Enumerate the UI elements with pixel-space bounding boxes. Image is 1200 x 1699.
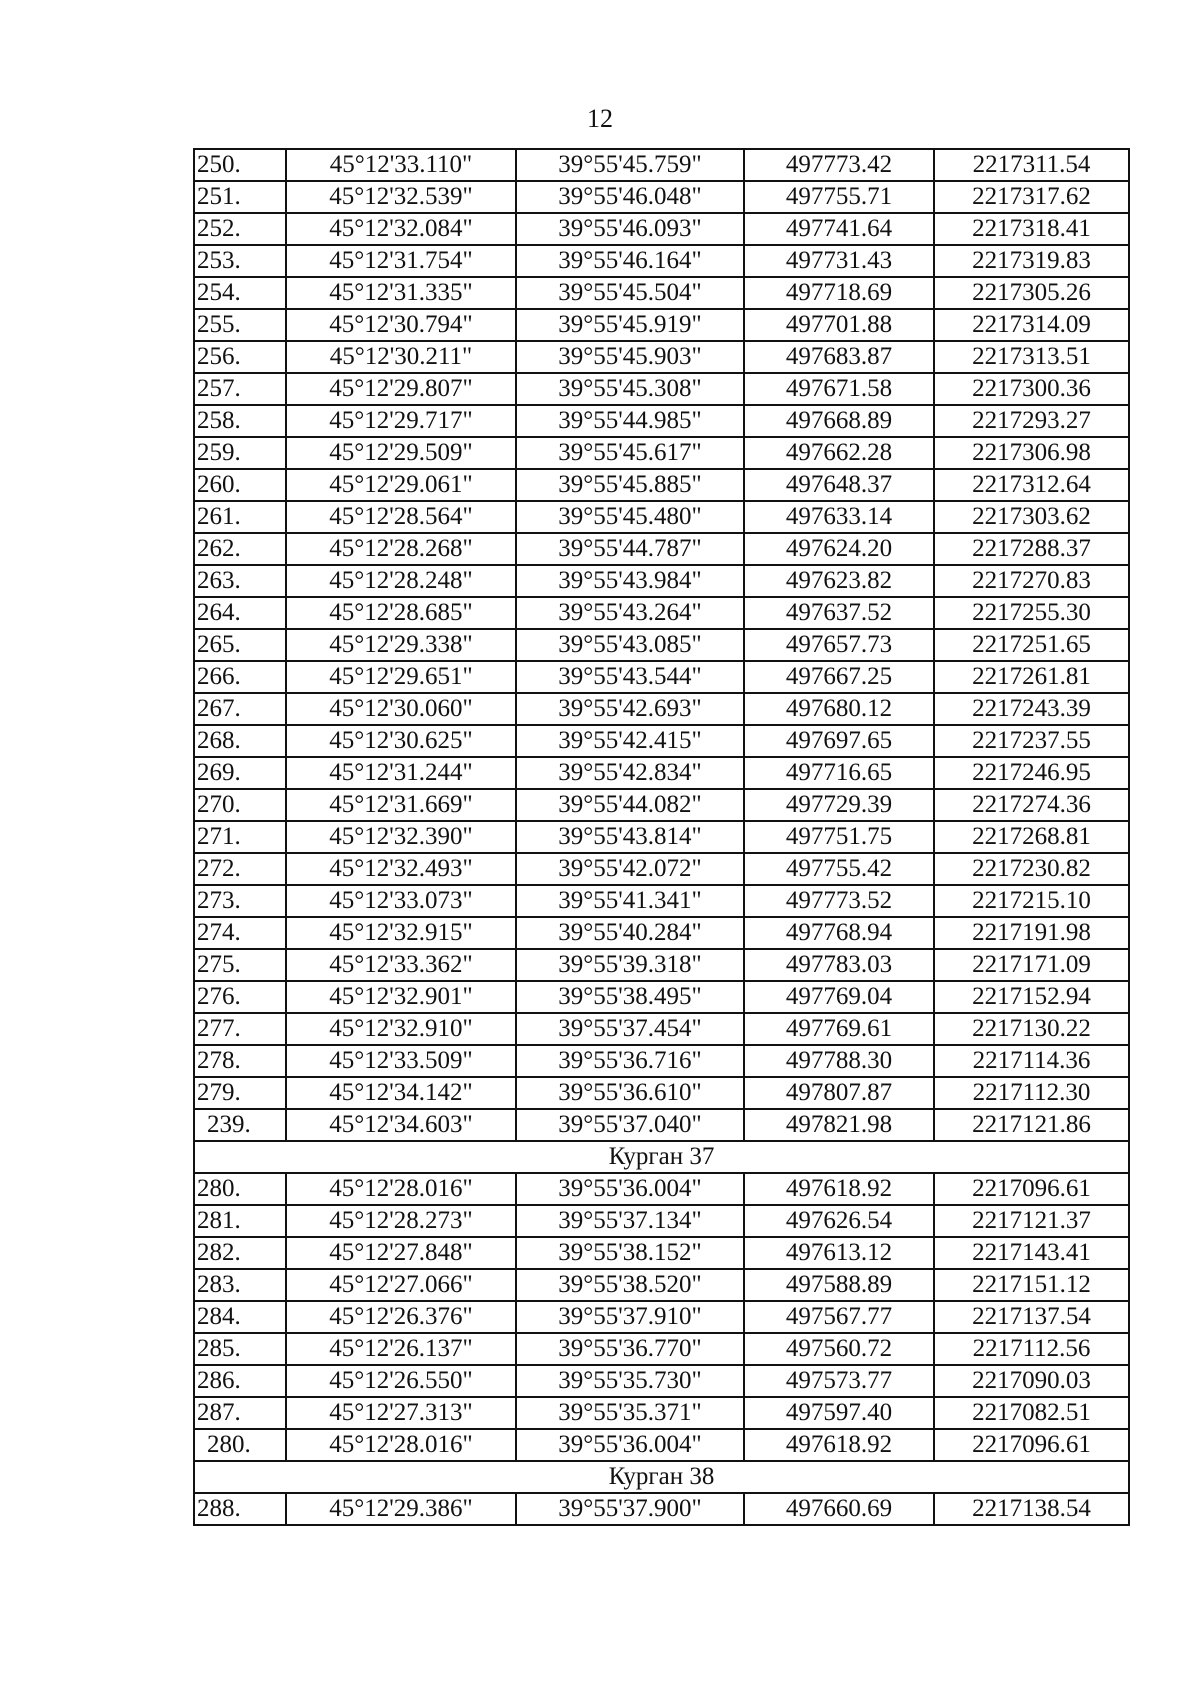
- latitude-cell: 45°12'32.915": [286, 917, 516, 949]
- y-coordinate-cell: 2217300.36: [934, 373, 1129, 405]
- point-number-cell: 276.: [194, 981, 286, 1013]
- point-number-cell: 257.: [194, 373, 286, 405]
- y-coordinate-cell: 2217268.81: [934, 821, 1129, 853]
- x-coordinate-cell: 497662.28: [744, 437, 934, 469]
- y-coordinate-cell: 2217171.09: [934, 949, 1129, 981]
- x-coordinate-cell: 497623.82: [744, 565, 934, 597]
- latitude-cell: 45°12'26.376": [286, 1301, 516, 1333]
- point-number-cell: 280.: [194, 1429, 286, 1461]
- latitude-cell: 45°12'29.338": [286, 629, 516, 661]
- point-number-cell: 261.: [194, 501, 286, 533]
- y-coordinate-cell: 2217191.98: [934, 917, 1129, 949]
- x-coordinate-cell: 497624.20: [744, 533, 934, 565]
- point-number-cell: 252.: [194, 213, 286, 245]
- y-coordinate-cell: 2217246.95: [934, 757, 1129, 789]
- latitude-cell: 45°12'29.386": [286, 1493, 516, 1525]
- table-row: [194, 1301, 1129, 1333]
- y-coordinate-cell: 2217121.86: [934, 1109, 1129, 1141]
- latitude-cell: 45°12'30.060": [286, 693, 516, 725]
- point-number-cell: 286.: [194, 1365, 286, 1397]
- table-row: [194, 1493, 1129, 1525]
- point-number-cell: 279.: [194, 1077, 286, 1109]
- longitude-cell: 39°55'37.900": [516, 1493, 744, 1525]
- longitude-cell: 39°55'40.284": [516, 917, 744, 949]
- y-coordinate-cell: 2217121.37: [934, 1205, 1129, 1237]
- table-row: [194, 1109, 1129, 1141]
- latitude-cell: 45°12'31.244": [286, 757, 516, 789]
- x-coordinate-cell: 497769.61: [744, 1013, 934, 1045]
- x-coordinate-cell: 497618.92: [744, 1429, 934, 1461]
- y-coordinate-cell: 2217151.12: [934, 1269, 1129, 1301]
- y-coordinate-cell: 2217137.54: [934, 1301, 1129, 1333]
- point-number-cell: 274.: [194, 917, 286, 949]
- y-coordinate-cell: 2217114.36: [934, 1045, 1129, 1077]
- point-number-cell: 250.: [194, 149, 286, 181]
- latitude-cell: 45°12'33.509": [286, 1045, 516, 1077]
- y-coordinate-cell: 2217255.30: [934, 597, 1129, 629]
- x-coordinate-cell: 497567.77: [744, 1301, 934, 1333]
- table-row: [194, 309, 1129, 341]
- point-number-cell: 272.: [194, 853, 286, 885]
- point-number-cell: 239.: [194, 1109, 286, 1141]
- x-coordinate-cell: 497697.65: [744, 725, 934, 757]
- coordinates-table-body: [194, 149, 1129, 1525]
- latitude-cell: 45°12'32.493": [286, 853, 516, 885]
- table-row: [194, 1173, 1129, 1205]
- x-coordinate-cell: 497718.69: [744, 277, 934, 309]
- longitude-cell: 39°55'45.759": [516, 149, 744, 181]
- longitude-cell: 39°55'35.371": [516, 1397, 744, 1429]
- y-coordinate-cell: 2217311.54: [934, 149, 1129, 181]
- longitude-cell: 39°55'41.341": [516, 885, 744, 917]
- point-number-cell: 264.: [194, 597, 286, 629]
- y-coordinate-cell: 2217306.98: [934, 437, 1129, 469]
- y-coordinate-cell: 2217274.36: [934, 789, 1129, 821]
- y-coordinate-cell: 2217237.55: [934, 725, 1129, 757]
- x-coordinate-cell: 497573.77: [744, 1365, 934, 1397]
- y-coordinate-cell: 2217082.51: [934, 1397, 1129, 1429]
- table-row: [194, 725, 1129, 757]
- table-row: [194, 469, 1129, 501]
- point-number-cell: 270.: [194, 789, 286, 821]
- point-number-cell: 277.: [194, 1013, 286, 1045]
- point-number-cell: 256.: [194, 341, 286, 373]
- coordinates-table: [193, 148, 1130, 1526]
- longitude-cell: 39°55'38.152": [516, 1237, 744, 1269]
- x-coordinate-cell: 497633.14: [744, 501, 934, 533]
- point-number-cell: 269.: [194, 757, 286, 789]
- table-row: [194, 1397, 1129, 1429]
- latitude-cell: 45°12'32.390": [286, 821, 516, 853]
- point-number-cell: 284.: [194, 1301, 286, 1333]
- x-coordinate-cell: 497701.88: [744, 309, 934, 341]
- section-header-row: [194, 1461, 1129, 1493]
- x-coordinate-cell: 497788.30: [744, 1045, 934, 1077]
- point-number-cell: 265.: [194, 629, 286, 661]
- x-coordinate-cell: 497613.12: [744, 1237, 934, 1269]
- longitude-cell: 39°55'43.984": [516, 565, 744, 597]
- table-row: [194, 1013, 1129, 1045]
- table-row: [194, 661, 1129, 693]
- y-coordinate-cell: 2217143.41: [934, 1237, 1129, 1269]
- latitude-cell: 45°12'29.061": [286, 469, 516, 501]
- latitude-cell: 45°12'33.362": [286, 949, 516, 981]
- longitude-cell: 39°55'45.885": [516, 469, 744, 501]
- y-coordinate-cell: 2217112.30: [934, 1077, 1129, 1109]
- x-coordinate-cell: 497671.58: [744, 373, 934, 405]
- table-row: [194, 565, 1129, 597]
- point-number-cell: 251.: [194, 181, 286, 213]
- x-coordinate-cell: 497597.40: [744, 1397, 934, 1429]
- y-coordinate-cell: 2217096.61: [934, 1173, 1129, 1205]
- latitude-cell: 45°12'32.910": [286, 1013, 516, 1045]
- latitude-cell: 45°12'27.313": [286, 1397, 516, 1429]
- x-coordinate-cell: 497769.04: [744, 981, 934, 1013]
- point-number-cell: 288.: [194, 1493, 286, 1525]
- point-number-cell: 266.: [194, 661, 286, 693]
- point-number-cell: 278.: [194, 1045, 286, 1077]
- table-row: [194, 373, 1129, 405]
- point-number-cell: 285.: [194, 1333, 286, 1365]
- latitude-cell: 45°12'34.142": [286, 1077, 516, 1109]
- longitude-cell: 39°55'36.610": [516, 1077, 744, 1109]
- longitude-cell: 39°55'46.048": [516, 181, 744, 213]
- x-coordinate-cell: 497560.72: [744, 1333, 934, 1365]
- x-coordinate-cell: 497637.52: [744, 597, 934, 629]
- longitude-cell: 39°55'43.264": [516, 597, 744, 629]
- longitude-cell: 39°55'35.730": [516, 1365, 744, 1397]
- section-header-row: [194, 1141, 1129, 1173]
- x-coordinate-cell: 497773.52: [744, 885, 934, 917]
- point-number-cell: 268.: [194, 725, 286, 757]
- y-coordinate-cell: 2217312.64: [934, 469, 1129, 501]
- latitude-cell: 45°12'28.016": [286, 1429, 516, 1461]
- latitude-cell: 45°12'30.794": [286, 309, 516, 341]
- latitude-cell: 45°12'31.335": [286, 277, 516, 309]
- x-coordinate-cell: 497729.39: [744, 789, 934, 821]
- y-coordinate-cell: 2217243.39: [934, 693, 1129, 725]
- point-number-cell: 260.: [194, 469, 286, 501]
- longitude-cell: 39°55'36.004": [516, 1173, 744, 1205]
- point-number-cell: 259.: [194, 437, 286, 469]
- table-row: [194, 533, 1129, 565]
- latitude-cell: 45°12'29.717": [286, 405, 516, 437]
- longitude-cell: 39°55'37.910": [516, 1301, 744, 1333]
- table-row: [194, 1429, 1129, 1461]
- x-coordinate-cell: 497668.89: [744, 405, 934, 437]
- x-coordinate-cell: 497680.12: [744, 693, 934, 725]
- y-coordinate-cell: 2217270.83: [934, 565, 1129, 597]
- x-coordinate-cell: 497588.89: [744, 1269, 934, 1301]
- y-coordinate-cell: 2217314.09: [934, 309, 1129, 341]
- longitude-cell: 39°55'45.480": [516, 501, 744, 533]
- latitude-cell: 45°12'29.807": [286, 373, 516, 405]
- longitude-cell: 39°55'44.985": [516, 405, 744, 437]
- table-row: [194, 341, 1129, 373]
- point-number-cell: 262.: [194, 533, 286, 565]
- point-number-cell: 255.: [194, 309, 286, 341]
- y-coordinate-cell: 2217305.26: [934, 277, 1129, 309]
- x-coordinate-cell: 497657.73: [744, 629, 934, 661]
- latitude-cell: 45°12'31.754": [286, 245, 516, 277]
- table-row: [194, 405, 1129, 437]
- longitude-cell: 39°55'43.814": [516, 821, 744, 853]
- latitude-cell: 45°12'33.110": [286, 149, 516, 181]
- section-title: Курган 37: [194, 1141, 1129, 1173]
- point-number-cell: 280.: [194, 1173, 286, 1205]
- table-row: [194, 213, 1129, 245]
- x-coordinate-cell: 497807.87: [744, 1077, 934, 1109]
- longitude-cell: 39°55'42.415": [516, 725, 744, 757]
- point-number-cell: 287.: [194, 1397, 286, 1429]
- x-coordinate-cell: 497716.65: [744, 757, 934, 789]
- x-coordinate-cell: 497741.64: [744, 213, 934, 245]
- y-coordinate-cell: 2217317.62: [934, 181, 1129, 213]
- latitude-cell: 45°12'26.550": [286, 1365, 516, 1397]
- longitude-cell: 39°55'45.504": [516, 277, 744, 309]
- latitude-cell: 45°12'27.066": [286, 1269, 516, 1301]
- table-row: [194, 885, 1129, 917]
- table-row: [194, 1365, 1129, 1397]
- x-coordinate-cell: 497667.25: [744, 661, 934, 693]
- table-row: [194, 757, 1129, 789]
- y-coordinate-cell: 2217319.83: [934, 245, 1129, 277]
- longitude-cell: 39°55'37.040": [516, 1109, 744, 1141]
- x-coordinate-cell: 497755.71: [744, 181, 934, 213]
- latitude-cell: 45°12'32.901": [286, 981, 516, 1013]
- longitude-cell: 39°55'42.693": [516, 693, 744, 725]
- y-coordinate-cell: 2217318.41: [934, 213, 1129, 245]
- y-coordinate-cell: 2217288.37: [934, 533, 1129, 565]
- x-coordinate-cell: 497648.37: [744, 469, 934, 501]
- table-row: [194, 1077, 1129, 1109]
- section-title: Курган 38: [194, 1461, 1129, 1493]
- table-row: [194, 501, 1129, 533]
- table-row: [194, 949, 1129, 981]
- table-row: [194, 821, 1129, 853]
- longitude-cell: 39°55'45.919": [516, 309, 744, 341]
- latitude-cell: 45°12'28.273": [286, 1205, 516, 1237]
- longitude-cell: 39°55'38.495": [516, 981, 744, 1013]
- longitude-cell: 39°55'46.164": [516, 245, 744, 277]
- latitude-cell: 45°12'30.625": [286, 725, 516, 757]
- table-row: [194, 917, 1129, 949]
- longitude-cell: 39°55'44.787": [516, 533, 744, 565]
- point-number-cell: 282.: [194, 1237, 286, 1269]
- point-number-cell: 263.: [194, 565, 286, 597]
- point-number-cell: 267.: [194, 693, 286, 725]
- x-coordinate-cell: 497660.69: [744, 1493, 934, 1525]
- longitude-cell: 39°55'45.308": [516, 373, 744, 405]
- y-coordinate-cell: 2217230.82: [934, 853, 1129, 885]
- point-number-cell: 281.: [194, 1205, 286, 1237]
- latitude-cell: 45°12'28.268": [286, 533, 516, 565]
- table-row: [194, 789, 1129, 821]
- latitude-cell: 45°12'28.248": [286, 565, 516, 597]
- longitude-cell: 39°55'37.134": [516, 1205, 744, 1237]
- latitude-cell: 45°12'27.848": [286, 1237, 516, 1269]
- page-number: 12: [587, 104, 613, 133]
- point-number-cell: 271.: [194, 821, 286, 853]
- point-number-cell: 254.: [194, 277, 286, 309]
- latitude-cell: 45°12'33.073": [286, 885, 516, 917]
- table-row: [194, 1333, 1129, 1365]
- x-coordinate-cell: 497626.54: [744, 1205, 934, 1237]
- longitude-cell: 39°55'36.770": [516, 1333, 744, 1365]
- longitude-cell: 39°55'45.903": [516, 341, 744, 373]
- table-row: [194, 597, 1129, 629]
- point-number-cell: 258.: [194, 405, 286, 437]
- x-coordinate-cell: 497755.42: [744, 853, 934, 885]
- y-coordinate-cell: 2217261.81: [934, 661, 1129, 693]
- point-number-cell: 275.: [194, 949, 286, 981]
- latitude-cell: 45°12'28.016": [286, 1173, 516, 1205]
- longitude-cell: 39°55'36.716": [516, 1045, 744, 1077]
- x-coordinate-cell: 497821.98: [744, 1109, 934, 1141]
- table-row: [194, 245, 1129, 277]
- longitude-cell: 39°55'45.617": [516, 437, 744, 469]
- latitude-cell: 45°12'29.509": [286, 437, 516, 469]
- longitude-cell: 39°55'36.004": [516, 1429, 744, 1461]
- y-coordinate-cell: 2217215.10: [934, 885, 1129, 917]
- y-coordinate-cell: 2217313.51: [934, 341, 1129, 373]
- point-number-cell: 283.: [194, 1269, 286, 1301]
- latitude-cell: 45°12'31.669": [286, 789, 516, 821]
- table-row: [194, 437, 1129, 469]
- x-coordinate-cell: 497773.42: [744, 149, 934, 181]
- latitude-cell: 45°12'32.084": [286, 213, 516, 245]
- latitude-cell: 45°12'28.564": [286, 501, 516, 533]
- longitude-cell: 39°55'38.520": [516, 1269, 744, 1301]
- y-coordinate-cell: 2217090.03: [934, 1365, 1129, 1397]
- y-coordinate-cell: 2217096.61: [934, 1429, 1129, 1461]
- y-coordinate-cell: 2217138.54: [934, 1493, 1129, 1525]
- latitude-cell: 45°12'29.651": [286, 661, 516, 693]
- x-coordinate-cell: 497751.75: [744, 821, 934, 853]
- latitude-cell: 45°12'28.685": [286, 597, 516, 629]
- x-coordinate-cell: 497731.43: [744, 245, 934, 277]
- longitude-cell: 39°55'43.544": [516, 661, 744, 693]
- x-coordinate-cell: 497618.92: [744, 1173, 934, 1205]
- longitude-cell: 39°55'44.082": [516, 789, 744, 821]
- longitude-cell: 39°55'42.072": [516, 853, 744, 885]
- longitude-cell: 39°55'43.085": [516, 629, 744, 661]
- longitude-cell: 39°55'37.454": [516, 1013, 744, 1045]
- table-row: [194, 629, 1129, 661]
- table-row: [194, 853, 1129, 885]
- x-coordinate-cell: 497683.87: [744, 341, 934, 373]
- table-row: [194, 1045, 1129, 1077]
- longitude-cell: 39°55'39.318": [516, 949, 744, 981]
- table-row: [194, 693, 1129, 725]
- latitude-cell: 45°12'26.137": [286, 1333, 516, 1365]
- table-row: [194, 1269, 1129, 1301]
- latitude-cell: 45°12'30.211": [286, 341, 516, 373]
- y-coordinate-cell: 2217130.22: [934, 1013, 1129, 1045]
- table-row: [194, 981, 1129, 1013]
- y-coordinate-cell: 2217112.56: [934, 1333, 1129, 1365]
- point-number-cell: 273.: [194, 885, 286, 917]
- table-row: [194, 149, 1129, 181]
- longitude-cell: 39°55'42.834": [516, 757, 744, 789]
- y-coordinate-cell: 2217152.94: [934, 981, 1129, 1013]
- point-number-cell: 253.: [194, 245, 286, 277]
- x-coordinate-cell: 497768.94: [744, 917, 934, 949]
- latitude-cell: 45°12'32.539": [286, 181, 516, 213]
- table-row: [194, 1205, 1129, 1237]
- y-coordinate-cell: 2217303.62: [934, 501, 1129, 533]
- table-row: [194, 1237, 1129, 1269]
- y-coordinate-cell: 2217293.27: [934, 405, 1129, 437]
- longitude-cell: 39°55'46.093": [516, 213, 744, 245]
- table-row: [194, 181, 1129, 213]
- latitude-cell: 45°12'34.603": [286, 1109, 516, 1141]
- table-row: [194, 277, 1129, 309]
- x-coordinate-cell: 497783.03: [744, 949, 934, 981]
- y-coordinate-cell: 2217251.65: [934, 629, 1129, 661]
